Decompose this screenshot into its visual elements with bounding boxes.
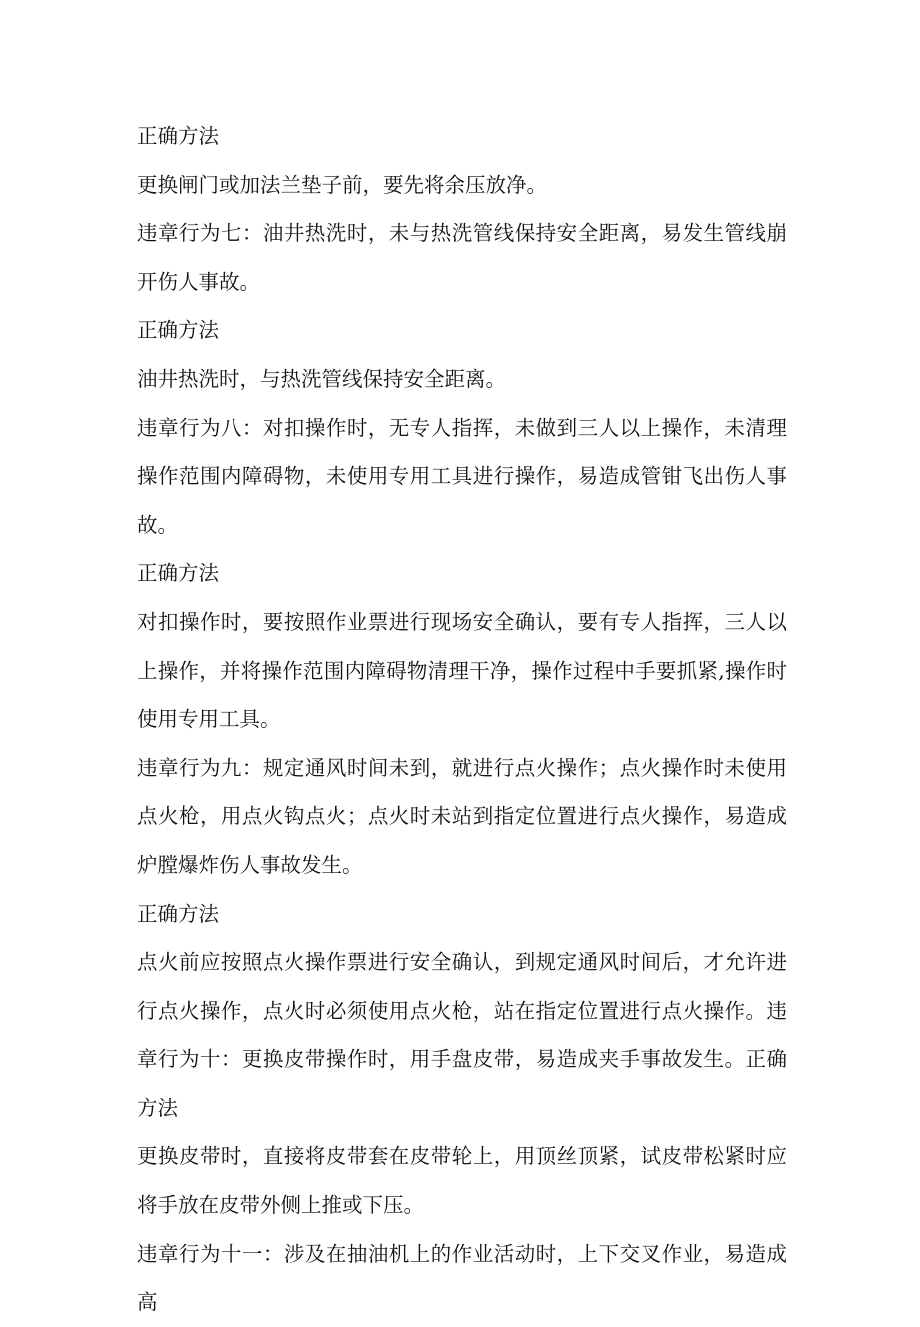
paragraph-ignition-and-violation-10: 点火前应按照点火操作票进行安全确认，到规定通风时间后，才允许进行点火操作，点火时必须使用点火枪，站在指定位置进行点火操作。违章行为十：更换皮带操作时，用手盘皮带，易造成夹手事故发生。正确方法	[137, 950, 787, 1120]
paragraph-hot-wash: 油井热洗时，与热洗管线保持安全距离。	[137, 366, 506, 391]
paragraph-valve-flange: 更换闸门或加法兰垫子前，要先将余压放净。	[137, 172, 547, 197]
paragraph-violation-9: 违章行为九：规定通风时间未到，就进行点火操作；点火操作时未使用点火枪，用点火钩点火；点火时未站到指定位置进行点火操作，易造成炉膛爆炸伤人事故发生。	[137, 755, 787, 877]
paragraph-belt-replacement: 更换皮带时，直接将皮带套在皮带轮上，用顶丝顶紧，试皮带松紧时应将手放在皮带外侧上推或下压。	[137, 1144, 787, 1218]
paragraph-buckle-operation: 对扣操作时，要按照作业票进行现场安全确认，要有专人指挥，三人以上操作，并将操作范围内障碍物清理干净，操作过程中手要抓紧,操作时使用专用工具。	[137, 609, 787, 732]
paragraph-violation-11: 违章行为十一：涉及在抽油机上的作业活动时，上下交叉作业，易造成高	[137, 1241, 787, 1315]
document-body	[137, 112, 787, 1327]
paragraph-correct-method-2: 正确方法	[137, 318, 219, 343]
paragraph-violation-7: 违章行为七：油井热洗时，未与热洗管线保持安全距离，易发生管线崩开伤人事故。	[137, 221, 787, 294]
paragraph-correct-method-3: 正确方法	[137, 561, 219, 586]
paragraph-correct-method-1: 正确方法	[137, 124, 219, 148]
paragraph-correct-method-4: 正确方法	[137, 901, 219, 926]
paragraph-violation-8: 违章行为八：对扣操作时，无专人指挥，未做到三人以上操作，未清理操作范围内障碍物，未使用专用工具进行操作，易造成管钳飞出伤人事故。	[137, 415, 787, 537]
